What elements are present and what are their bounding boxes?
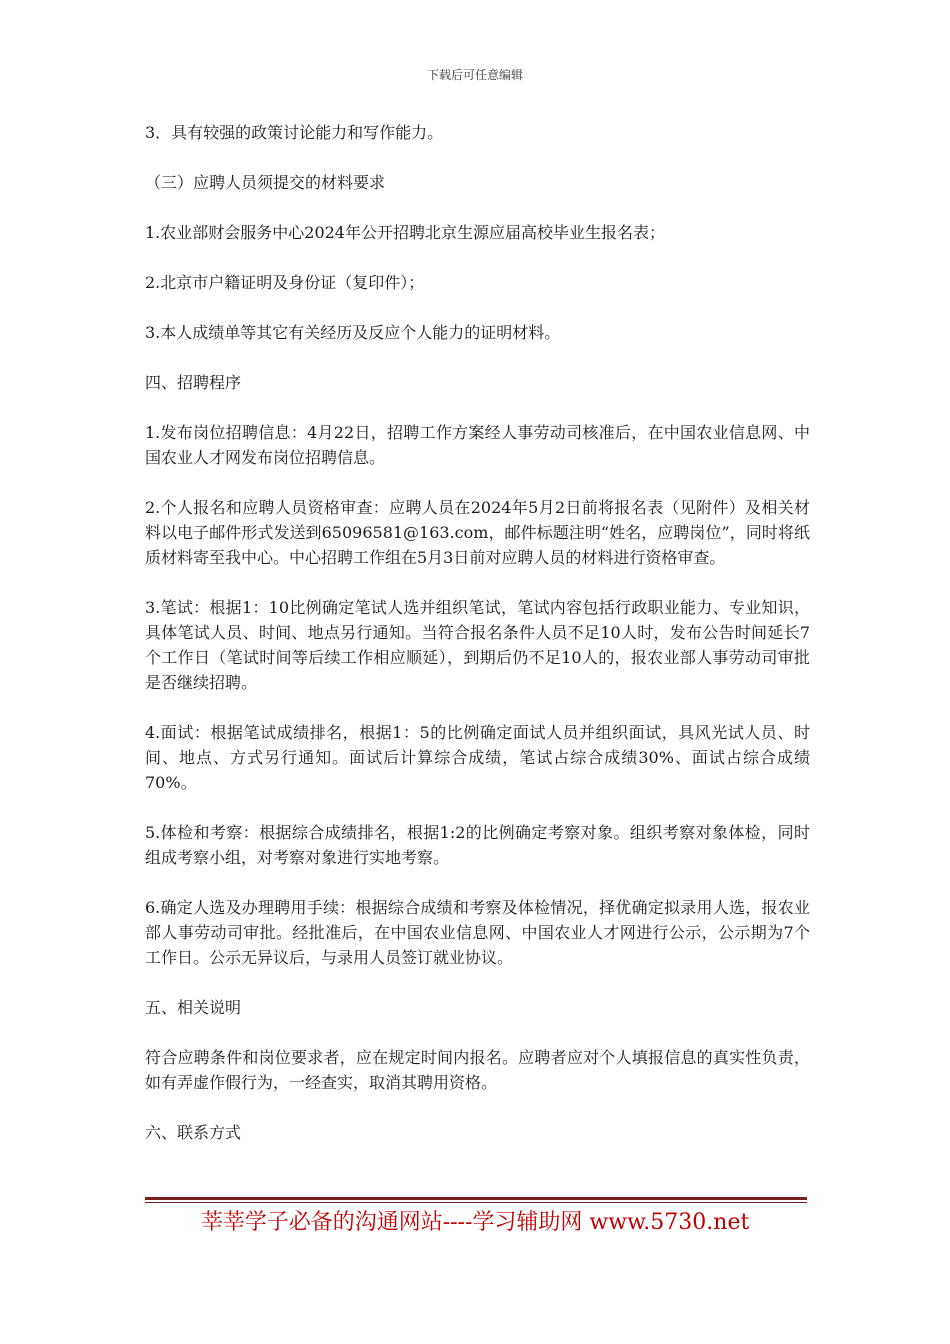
footer-banner-text: 莘莘学子必备的沟通网站----学习辅助网 www.5730.net xyxy=(200,1210,750,1235)
paragraph-notes: 符合应聘条件和岗位要求者，应在规定时间内报名。应聘者应对个人填报信息的真实性负责，如有弄虚作假行为，一经查实，取消其聘用资格。 xyxy=(145,1048,810,1092)
paragraph-procedure-5: 5.体检和考察：根据综合成绩排名，根据1:2的比例确定考察对象。组织考察对象体检，同时组成考察小组，对考察对象进行实地考察。 xyxy=(145,823,810,867)
paragraph-material-3: 3.本人成绩单等其它有关经历及反应个人能力的证明材料。 xyxy=(145,323,561,342)
paragraph-procedure-2: 2.个人报名和应聘人员资格审查：应聘人员在2024年5月2日前将报名表（见附件）及相关材料以电子邮件形式发送到65096581@163.com，邮件标题注明“姓名，应聘岗位”，同时将纸质材料寄至我中心。中心招聘工作组在5月3日前对应聘人员的材料进行资格审查。 xyxy=(145,498,810,567)
section-heading-notes: 五、相关说明 xyxy=(145,998,242,1017)
document-body xyxy=(145,120,810,1170)
paragraph-procedure-3: 3.笔试：根据1：10比例确定笔试人选并组织笔试，笔试内容包括行政职业能力、专业知识，具体笔试人员、时间、地点另行通知。当符合报名条件人员不足10人时，发布公告时间延长7个工作日（笔试时间等后续工作相应顺延），到期后仍不足10人的，报农业部人事劳动司审批是否继续招聘。 xyxy=(145,598,810,692)
paragraph-procedure-4: 4.面试：根据笔试成绩排名，根据1：5的比例确定面试人员并组织面试，具风光试人员、时间、地点、方式另行通知。面试后计算综合成绩，笔试占综合成绩30%、面试占综合成绩70%。 xyxy=(145,723,810,792)
section-heading-procedure: 四、招聘程序 xyxy=(145,373,242,392)
paragraph-procedure-6: 6.确定人选及办理聘用手续：根据综合成绩和考察及体检情况，择优确定拟录用人选，报农业部人事劳动司审批。经批准后，在中国农业信息网、中国农业人才网进行公示，公示期为7个工作日。公示无异议后，与录用人员签订就业协议。 xyxy=(145,898,810,967)
paragraph-ability-requirement: 3．具有较强的政策讨论能力和写作能力。 xyxy=(145,123,444,142)
paragraph-material-2: 2.北京市户籍证明及身份证（复印件）； xyxy=(145,273,425,292)
section-heading-contact: 六、联系方式 xyxy=(145,1123,242,1142)
page-header: 下载后可任意编辑 xyxy=(426,68,523,82)
footer-divider-thin xyxy=(145,1202,807,1203)
section-heading-materials: （三）应聘人员须提交的材料要求 xyxy=(145,173,386,192)
footer-divider-thick xyxy=(145,1197,807,1200)
paragraph-procedure-1: 1.发布岗位招聘信息：4月22日，招聘工作方案经人事劳动司核准后，在中国农业信息网、中国农业人才网发布岗位招聘信息。 xyxy=(145,423,810,467)
footer-divider xyxy=(145,1197,807,1203)
paragraph-material-1: 1.农业部财会服务中心2024年公开招聘北京生源应届高校毕业生报名表； xyxy=(145,223,665,242)
